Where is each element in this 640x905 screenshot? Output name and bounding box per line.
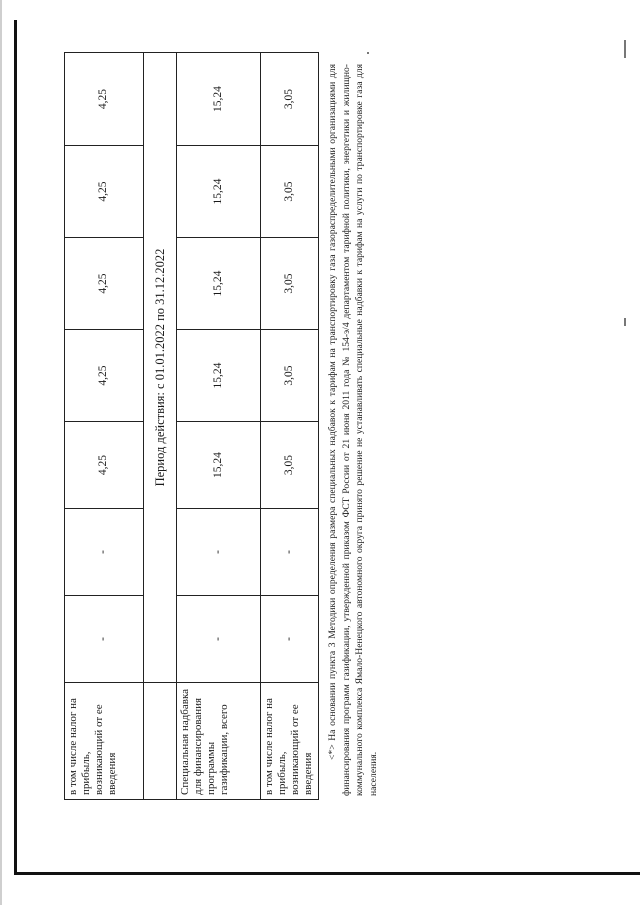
scan-border-rule <box>14 20 17 875</box>
scan-speck <box>624 318 626 326</box>
table-row <box>261 53 319 800</box>
table-cell: 4,25 <box>65 146 144 238</box>
row-label: в том числе налог на прибыль, возникающий от ее введения <box>261 683 319 800</box>
table-cell: - <box>261 596 319 683</box>
table-cell: 3,05 <box>261 422 319 509</box>
table-cell: - <box>65 596 144 683</box>
table-row <box>177 53 261 800</box>
period-row <box>144 53 177 800</box>
table-cell: - <box>65 509 144 596</box>
table-cell: 4,25 <box>65 53 144 146</box>
footnote: <*> На основании пункта 3 Методики определения размера специальных надбавок к тарифам на транспортировку газа газораспределительными организациями для финансирования программ газификации, утвержденной приказом ФСТ России от 21 июня 2011 года № 154-э/4 департаментом тарифной политики, энергетики и жилищно-коммунального комплекса Ямало-Ненецкого автономного округа принято решение не устанавливать специальные надбавки к тарифам на услуги по транспортировке газа для населения. <box>327 64 379 796</box>
table-cell: 3,05 <box>261 53 319 146</box>
table-cell: 4,25 <box>65 422 144 509</box>
table-cell: - <box>261 509 319 596</box>
tariff-table <box>64 52 319 800</box>
table-cell: 15,24 <box>177 53 261 146</box>
table-cell: 15,24 <box>177 330 261 422</box>
period-heading: Период действия: с 01.01.2022 по 31.12.2022 <box>144 53 177 683</box>
table-cell: 3,05 <box>261 238 319 330</box>
table-cell: 15,24 <box>177 422 261 509</box>
table-cell: 4,25 <box>65 238 144 330</box>
period-spacer-cell <box>144 683 177 800</box>
scan-bottom-rule <box>14 872 640 875</box>
row-label: в том числе налог на прибыль, возникающий от ее введения <box>65 683 144 800</box>
scan-left-edge <box>0 0 2 905</box>
table-cell: 3,05 <box>261 330 319 422</box>
table-cell: 4,25 <box>65 330 144 422</box>
table-cell: - <box>177 596 261 683</box>
table-cell: - <box>177 509 261 596</box>
table-cell: 15,24 <box>177 238 261 330</box>
table-cell: 15,24 <box>177 146 261 238</box>
table-cell: 3,05 <box>261 146 319 238</box>
table-row <box>65 53 144 800</box>
rotated-page <box>64 0 464 800</box>
row-label: Специальная надбавка для финансирования программы газификации, всего <box>177 683 261 800</box>
scan-speck <box>624 40 626 58</box>
